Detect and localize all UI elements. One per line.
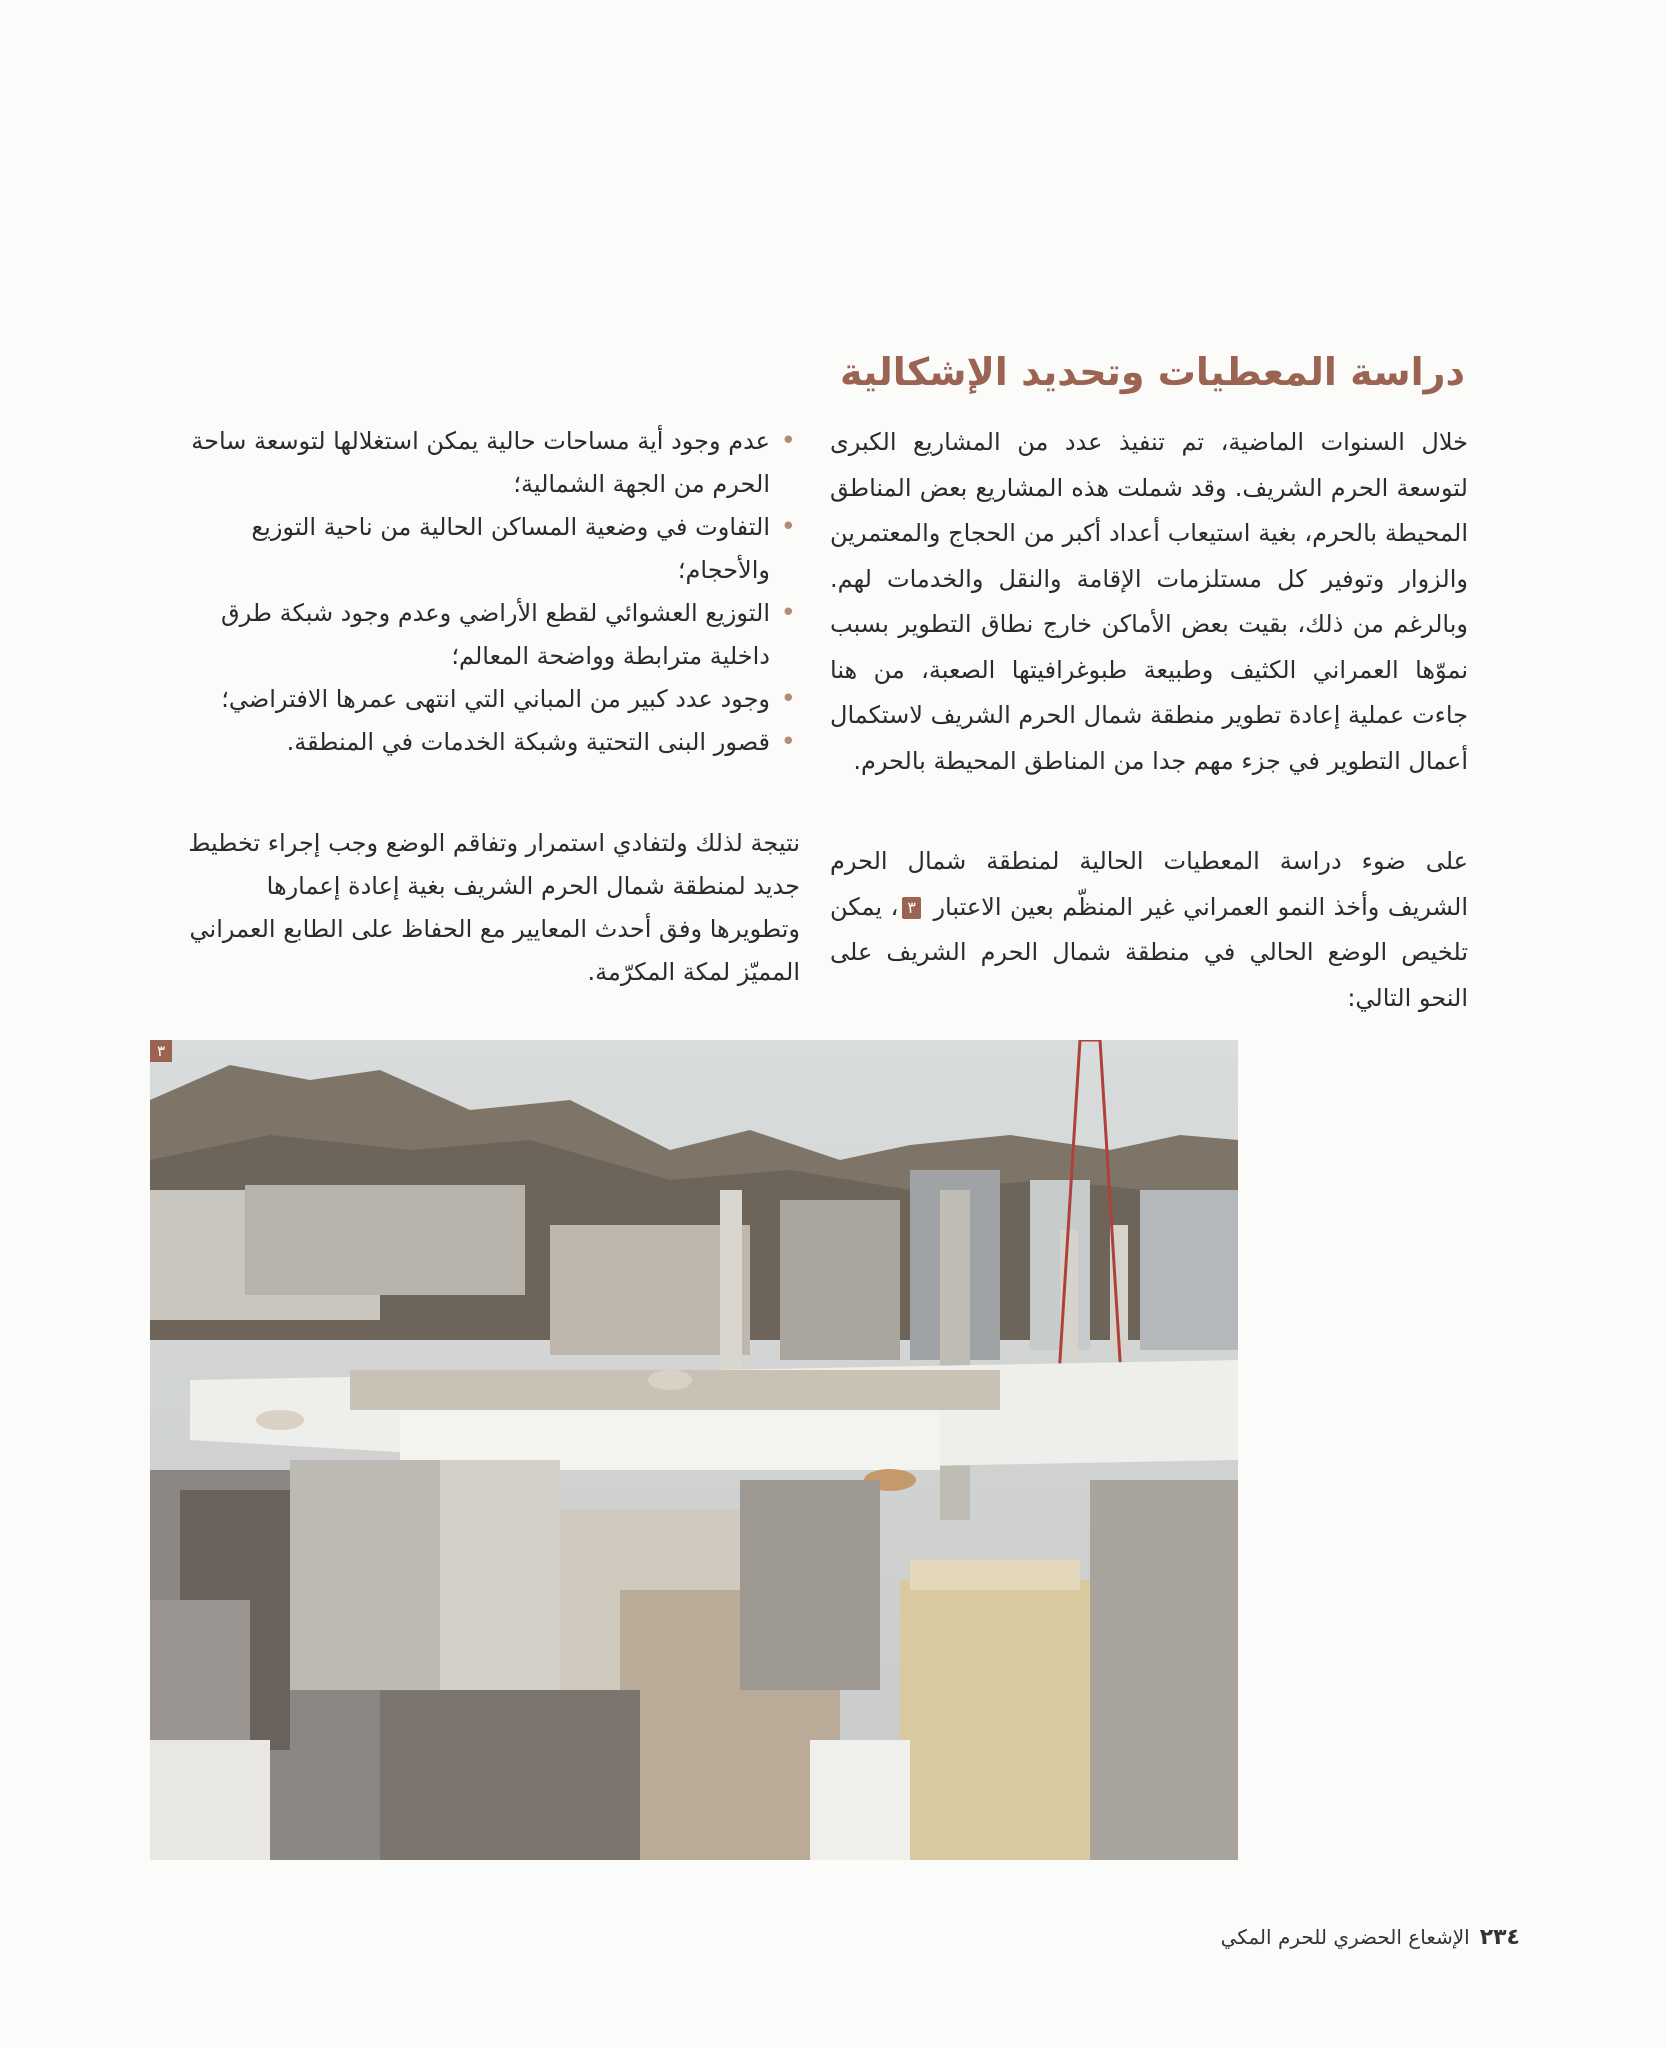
photo-haram-north [150,1040,1238,1860]
page-number: ٢٣٤ [1479,1925,1520,1950]
list-item: • التفاوت في وضعية المساكن الحالية من ناحية التوزيع والأحجام؛ [170,506,800,592]
list-item: • قصور البنى التحتية وشبكة الخدمات في المنطقة. [170,721,800,764]
figure-reference-badge: ٣ [902,897,921,919]
right-column [830,420,1468,1021]
figure-number-badge: ٣ [150,1040,172,1062]
section-heading: دراسة المعطيات وتحديد الإشكالية [839,350,1465,394]
left-column [170,420,800,994]
photo-illustration [150,1040,1238,1860]
issues-list [170,420,800,764]
summary-text-start: على ضوء دراسة المعطيات الحالية لمنطقة شمال الحرم الشريف وأخذ النمو العمراني غير المنظّم بعين الاعتبار [830,847,1469,921]
intro-paragraph: خلال السنوات الماضية، تم تنفيذ عدد من المشاريع الكبرى لتوسعة الحرم الشريف. وقد شملت هذه المشاريع بعض المناطق المحيطة بالحرم، بغية استيعاب أعداد أكبر من الحجاج والمعتمرين والزوار وتوفير كل مستلزمات الإقامة والنقل والخدمات لهم. وبالرغم من ذلك، بقيت بعض الأماكن خارج نطاق التطوير بسبب نموّها العمراني الكثيف وطبيعة طبوغرافيتها الصعبة، من هنا جاءت عملية إعادة تطوير منطقة شمال الحرم الشريف لاستكمال أعمال التطوير في جزء مهم جدا من المناطق المحيطة بالحرم. [830,428,1468,775]
conclusion-paragraph: نتيجة لذلك ولتفادي استمرار وتفاقم الوضع وجب إجراء تخطيط جديد لمنطقة شمال الحرم الشريف بغية إعادة إعمارها وتطويرها وفق أحدث المعايير مع الحفاظ على الطابع العمراني المميّز لمكة المكرّمة. [188,829,800,986]
page-footer [1100,1925,1520,1950]
summary-text-end: ، يمكن تلخيص الوضع الحالي في منطقة شمال الحرم الشريف على النحو التالي: [830,892,1468,1012]
book-title: الإشعاع الحضري للحرم المكي [1220,1925,1470,1949]
summary-paragraph [830,839,1468,1021]
list-item: • عدم وجود أية مساحات حالية يمكن استغلالها لتوسعة ساحة الحرم من الجهة الشمالية؛ [170,420,800,506]
list-item: • التوزيع العشوائي لقطع الأراضي وعدم وجود شبكة طرق داخلية مترابطة وواضحة المعالم؛ [170,592,800,678]
list-item: • وجود عدد كبير من المباني التي انتهى عمرها الافتراضي؛ [170,678,800,721]
